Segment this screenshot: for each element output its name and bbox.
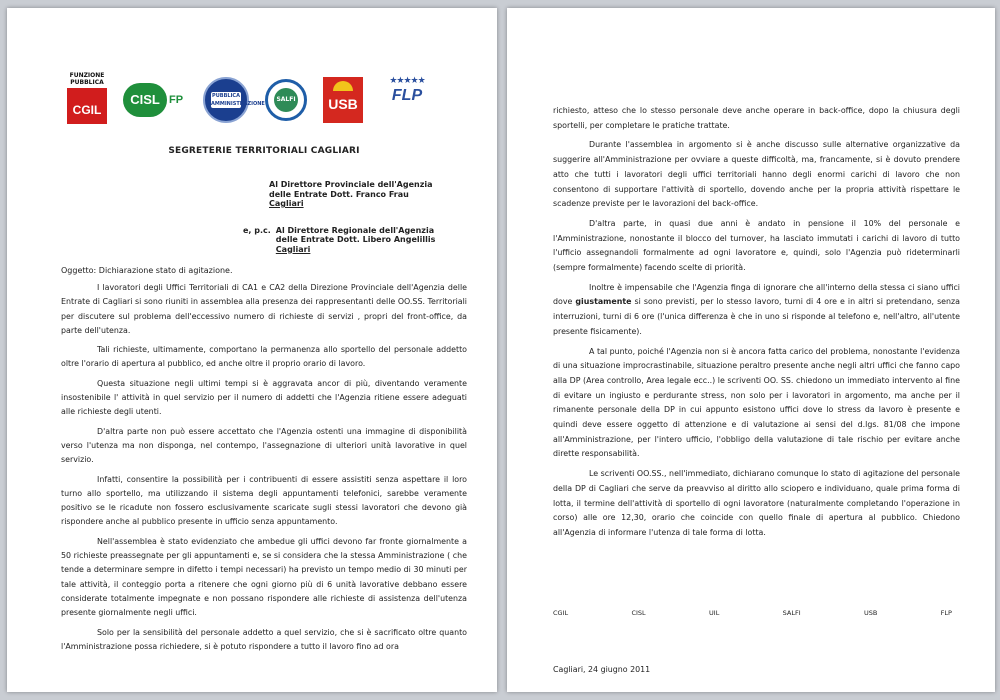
page2-body: [553, 104, 960, 541]
paragraph: Nell'assemblea è stato evidenziato che ambedue gli uffici devono far fronte giornalmente a 50 richieste preassegnate per gli appuntamenti e, se si considera che la stessa Amministrazione ( che tende a determinare sempre in difetto i tempi necessari) ha previsto un tempo medio di 30 minuti per tale attività, il conteggio porta a ritenere che ogni giorno più di 6 unità lavorative debbano essere considerate totalmente impegnate e non possano rispondere alle richieste di assistenza dell'utenza presente giornalmente negli uffici.: [61, 536, 467, 618]
cgil-logo: FUNZIONE PUBBLICA CGIL: [67, 72, 107, 128]
signature-cisl: CISL: [631, 608, 646, 617]
emphasis-word: giustamente: [575, 297, 632, 307]
document-page-1: [7, 8, 497, 692]
paragraph: Durante l'assemblea in argomento si è anche discusso sulle alternative organizzative da suggerire all'Amministrazione per ovviare a queste difficoltà, ma, francamente, si è dovuto prendere atto che tutti i lavoratori degli uffici territoriali hanno degli enormi carichi di lavoro che non consentono di supportare l'attività di sportello, dovendo anche per la propria attività rispettare le scadenze previste per le lavorazioni del back-office.: [553, 140, 960, 209]
signatures-row: [553, 609, 960, 617]
paragraph: I lavoratori degli Uffici Territoriali di CA1 e CA2 della Direzione Provinciale dell'Agenzia delle Entrate di Cagliari si sono riuniti in assemblea alla presenza dei rappresentanti delle OO.SS. Territoriali per discutere sul problema dell'eccessivo numero di richieste di servizi , propri del front-office, da parte dell'utenza.: [61, 283, 467, 335]
paragraph: Infatti, consentire la possibilità per i contribuenti di essere assistiti senza aspettare il loro turno allo sportello, ma utilizzando il sistema degli appuntamenti telefonici, sarebbe veramente positivo se le ricadute non fossero esclusivamente scaricate sugli stessi lavoratori che devono già rispondere anche al pubblico presente in ufficio senza appuntamento.: [61, 474, 467, 527]
paragraph: A tal punto, poiché l'Agenzia non si è ancora fatta carico del problema, nonostante l'evidenza di una situazione improcrastinabile, situazione peraltro presente anche negli altri uffici che fanno capo alla DP (Area controllo, Area legale ecc..) le scriventi OO. SS. chiedono un immediato intervento al fine di evitare un ingiusto e perdurante stress, non solo per i lavoratori in argomento, ma anche per il rimanente personale della DP in cui appunto esistono uffici dove lo stress da lavoro è presente e quindi deve essere oggetto di attenzione e di valutazione ai sensi del d.lgs. 81/08 che impone all'Amministrazione, per l'intero ufficio, l'obbligo della valutazione di tale rischio per evitare anche dirette responsabilità.: [553, 346, 960, 459]
signature-uil: UIL: [709, 608, 720, 617]
usb-logo: USB: [323, 77, 363, 123]
signature-flp: FLP: [940, 608, 952, 617]
paragraph: Tali richieste, ultimamente, comportano la permanenza allo sportello del personale addetto oltre l'orario di apertura al pubblico, ed anche oltre il proprio orario di lavoro.: [61, 345, 467, 369]
signature-salfi: SALFI: [782, 608, 801, 617]
paragraph: Solo per la sensibilità del personale addetto a quel servizio, che si è sacrificato oltre quanto l'Amministrazione possa richiedere, si è potuto rispondere a tutto il lavoro fino ad ora: [61, 627, 467, 651]
page1-body: [61, 281, 467, 654]
recipient-address: Al Direttore Provinciale dell'Agenzia delle Entrate Dott. Franco Frau Cagliari: [269, 180, 433, 208]
union-logos-row: [67, 68, 467, 132]
paragraph: Le scriventi OO.SS., nell'immediato, dichiarano comunque lo stato di agitazione del personale della DP di Cagliari che serve da preavviso al diritto allo sciopero e individuano, quale prima forma di lotta, il termine dell'attività di sportello di ogni lavoratore (naturalmente completando l'operazione in corso) alle ore 12,30, orario che coincide con quello finale di apertura al pubblico. Chiedono all'Agenzia di informare l'utenza di tale forma di lotta.: [553, 469, 960, 537]
flp-logo: ★★★★★ FLP: [389, 76, 425, 104]
cisl-fp-logo: CISL FP: [123, 78, 187, 122]
document-heading: SEGRETERIE TERRITORIALI CAGLIARI: [168, 146, 360, 156]
paragraph: Inoltre è impensabile che l'Agenzia finga di ignorare che all'interno della stessa ci siano uffici dove giustamente si sono previsti, per lo stesso lavoro, turni di 4 ore e in altri si pretendano, senza interruzioni, turni di 6 ore (l'unica differenza è che in uno si risponde al telefono e, nell'altro, all'utente presente fisicamente).: [553, 282, 961, 336]
paragraph: D'altra parte non può essere accettato che l'Agenzia ostenti una immagine di disponibilità verso l'utenza ma non disponga, nel contempo, l'assegnazione di ulteriori unità lavorative in quel servizio.: [61, 426, 467, 465]
signature-cgil: CGIL: [553, 608, 569, 617]
subject-line: Oggetto: Dichiarazione stato di agitazione.: [61, 266, 233, 275]
uil-pa-logo: PUBBLICA AMMINISTRAZIONE: [203, 77, 249, 123]
paragraph: richiesto, atteso che lo stesso personale deve anche operare in back-office, dopo la chiusura degli sportelli, per completare le pratiche trattate.: [553, 106, 960, 130]
paragraph: Questa situazione negli ultimi tempi si è aggravata ancor di più, diventando veramente insostenibile l' attività in quel servizio per il numero di addetti che l'Agenzia ritiene essere adeguati alle richieste degli utenti.: [61, 378, 467, 417]
salfi-logo: SALFI: [265, 79, 307, 121]
paragraph: D'altra parte, in quasi due anni è andato in pensione il 10% del personale e l'Amministrazione, nonostante il blocco del turnover, ha lasciato immutati i carichi di lavoro di tutto l'ufficio assegnandoli formalmente ad ogni lavoratore e, quindi, solo l'Agenzia può rideterminarli (sempre formalmente) facendo scelte di priorità.: [553, 218, 960, 273]
document-page-2: [507, 8, 995, 692]
signature-usb: USB: [863, 608, 878, 617]
cc-address: e, p.c. Al Direttore Regionale dell'Agenzia delle Entrate Dott. Libero Angelillis Cagliari: [243, 225, 436, 254]
document-date: Cagliari, 24 giugno 2011: [553, 664, 651, 674]
